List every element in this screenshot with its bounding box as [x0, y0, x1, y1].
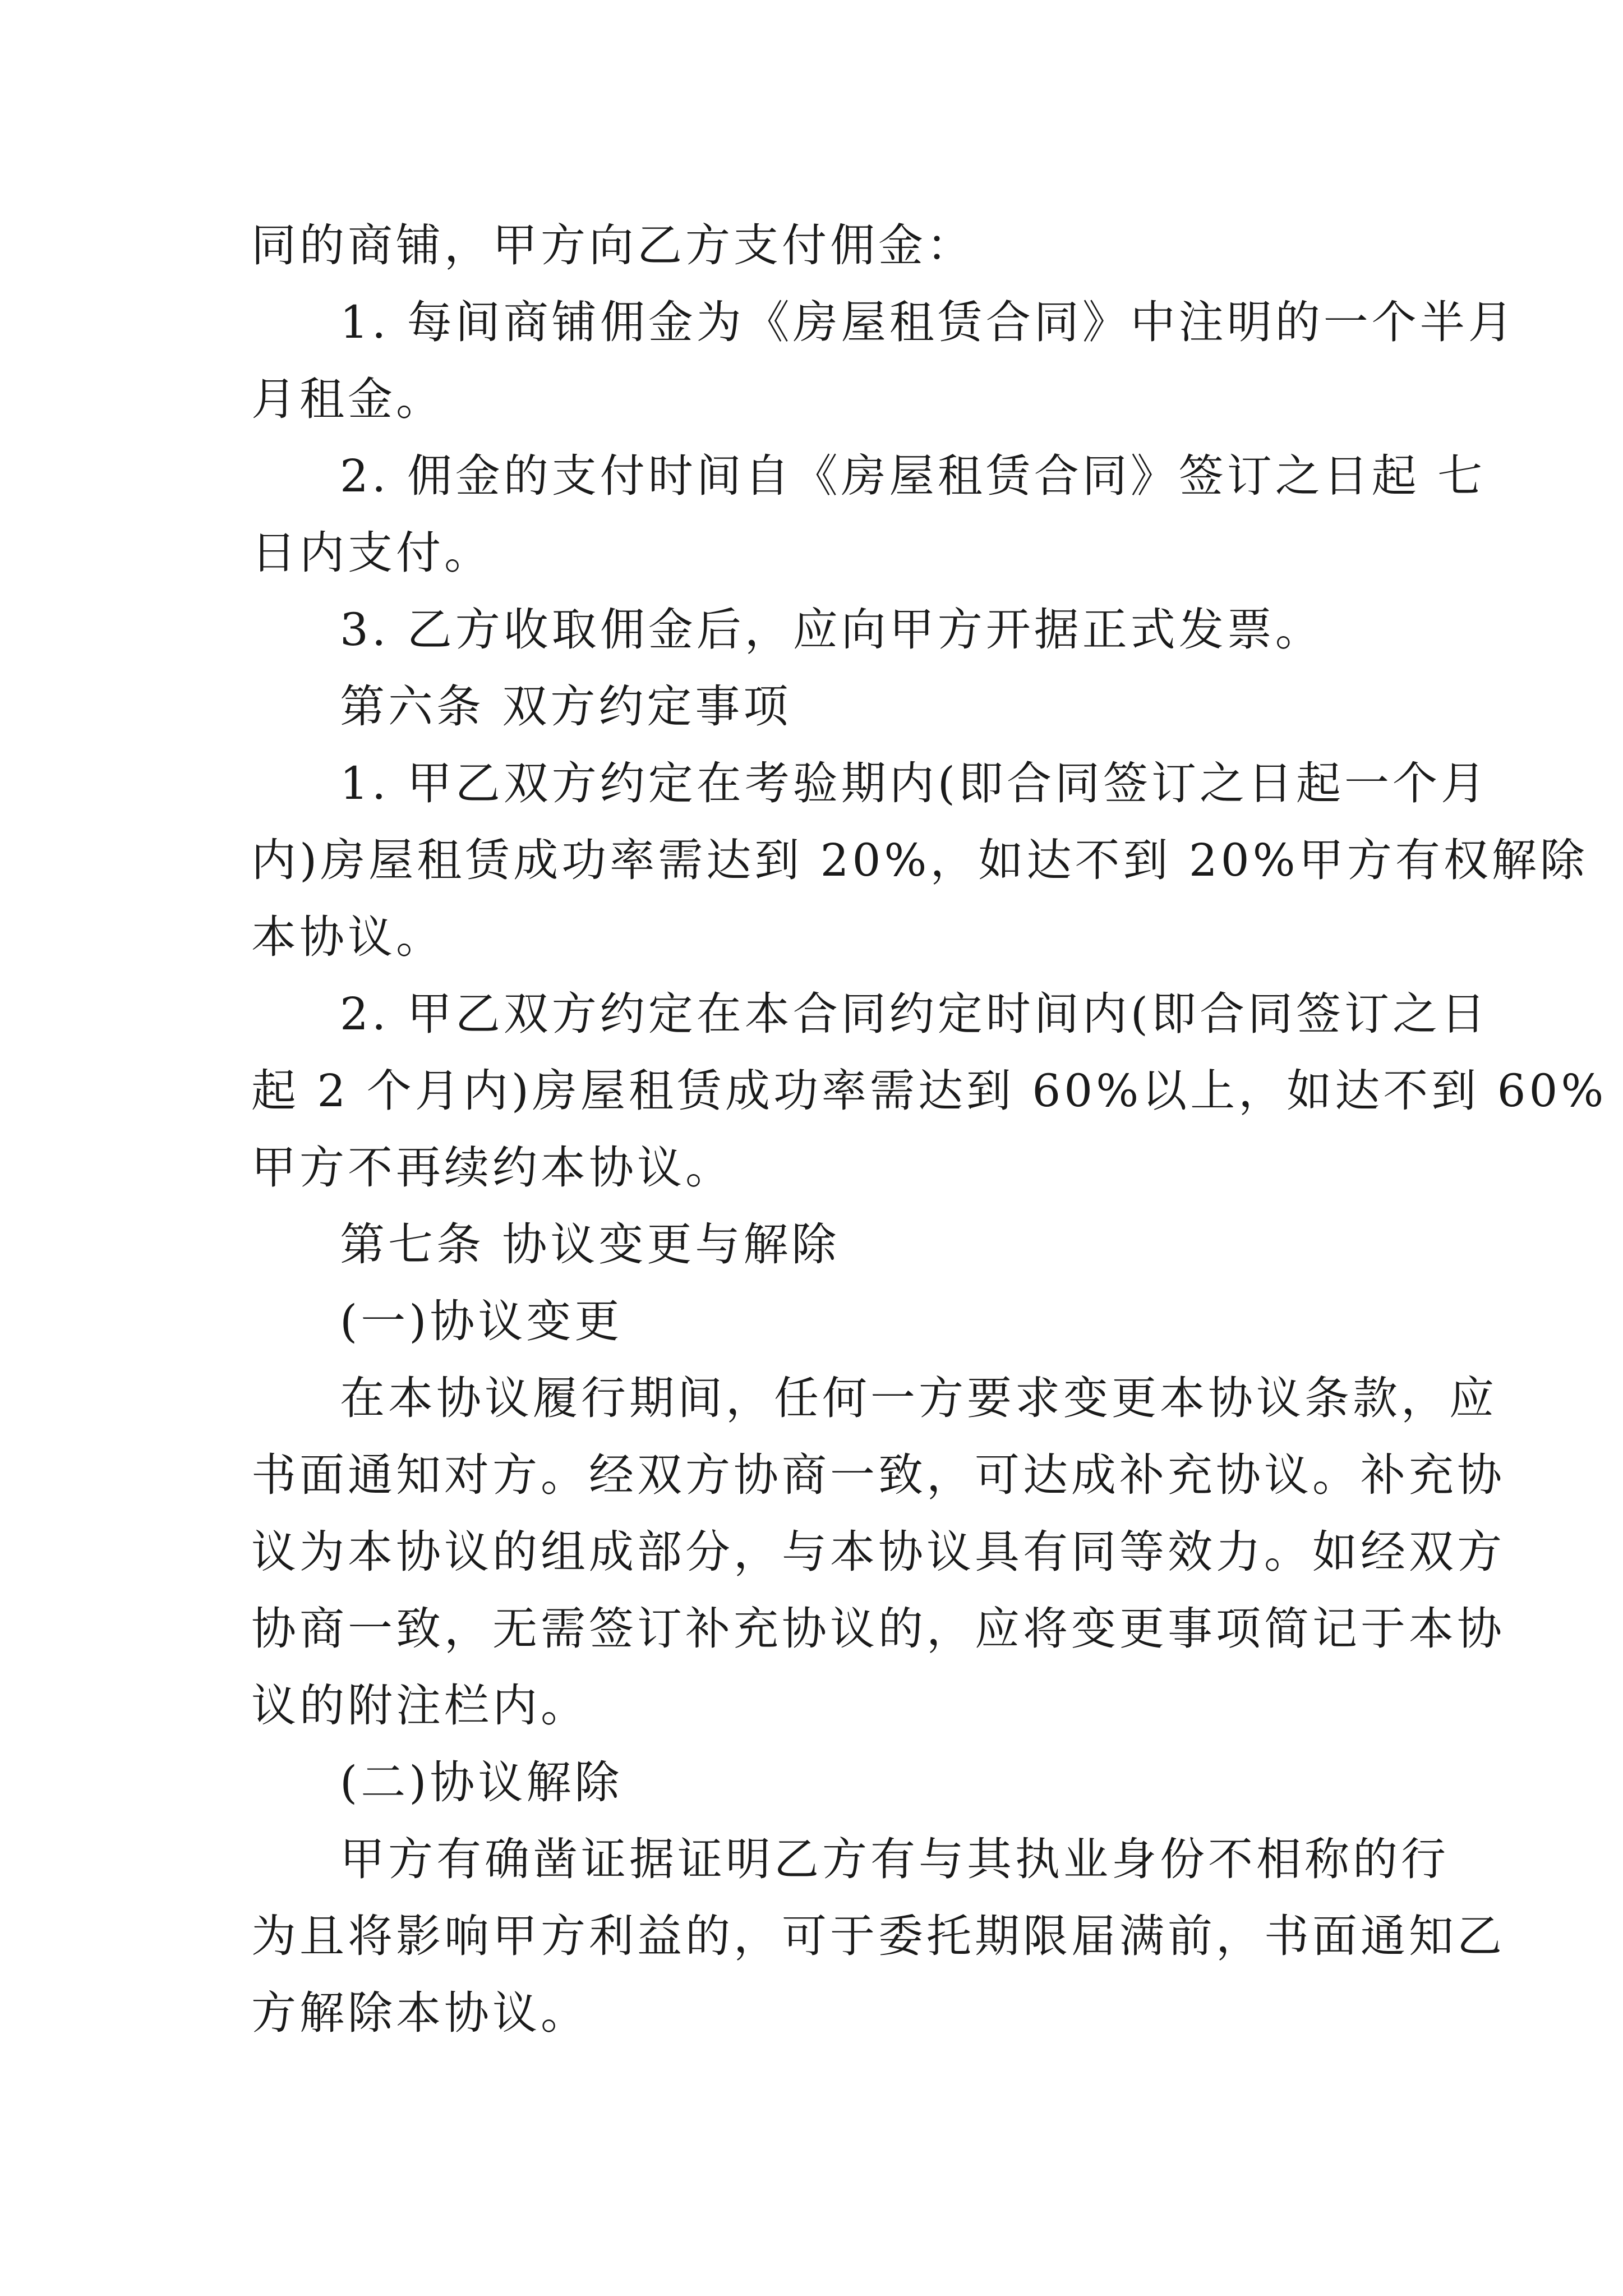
text-line: 议为本协议的组成部分，与本协议具有同等效力。如经双方	[251, 1526, 1505, 1578]
section-heading: 第七条 协议变更与解除	[340, 1218, 840, 1271]
text-line: 方解除本协议。	[251, 1987, 589, 2039]
text-line: 3. 乙方收取佣金后，应向甲方开据正式发票。	[340, 604, 1324, 656]
text-line: 本协议。	[251, 911, 444, 963]
text-line: 1. 甲乙双方约定在考验期内(即合同签订之日起一个月	[340, 757, 1489, 809]
section-heading: 第六条 双方约定事项	[340, 680, 792, 733]
text-line: 书面通知对方。经双方协商一致，可达成补充协议。补充协	[251, 1449, 1505, 1501]
subsection-heading: (二)协议解除	[340, 1756, 623, 1809]
text-line: 议的附注栏内。	[251, 1680, 589, 1732]
text-line: 起 2 个月内)房屋租赁成功率需达到 60%以上，如达不到 60%	[251, 1065, 1607, 1117]
subsection-heading: (一)协议变更	[340, 1295, 623, 1347]
text-line: 2. 甲乙双方约定在本合同约定时间内(即合同签订之日	[340, 988, 1489, 1040]
text-line: 甲方不再续约本协议。	[251, 1142, 734, 1194]
text-line: 同的商铺，甲方向乙方支付佣金：	[251, 219, 975, 272]
text-line: 内)房屋租赁成功率需达到 20%，如达不到 20%甲方有权解除	[251, 834, 1588, 886]
text-line: 为且将影响甲方利益的，可于委托期限届满前，书面通知乙	[251, 1910, 1505, 1962]
text-line: 2. 佣金的支付时间自《房屋租赁合同》签订之日起 七	[340, 450, 1486, 502]
text-line: 月租金。	[251, 373, 444, 425]
text-line: 日内支付。	[251, 527, 492, 579]
text-line: 1. 每间商铺佣金为《房屋租赁合同》中注明的一个半月	[340, 296, 1516, 348]
text-line: 在本协议履行期间，任何一方要求变更本协议条款，应	[340, 1372, 1497, 1424]
text-line: 甲方有确凿证据证明乙方有与其执业身份不相称的行	[340, 1833, 1449, 1885]
text-line: 协商一致，无需签订补充协议的，应将变更事项简记于本协	[251, 1603, 1505, 1655]
